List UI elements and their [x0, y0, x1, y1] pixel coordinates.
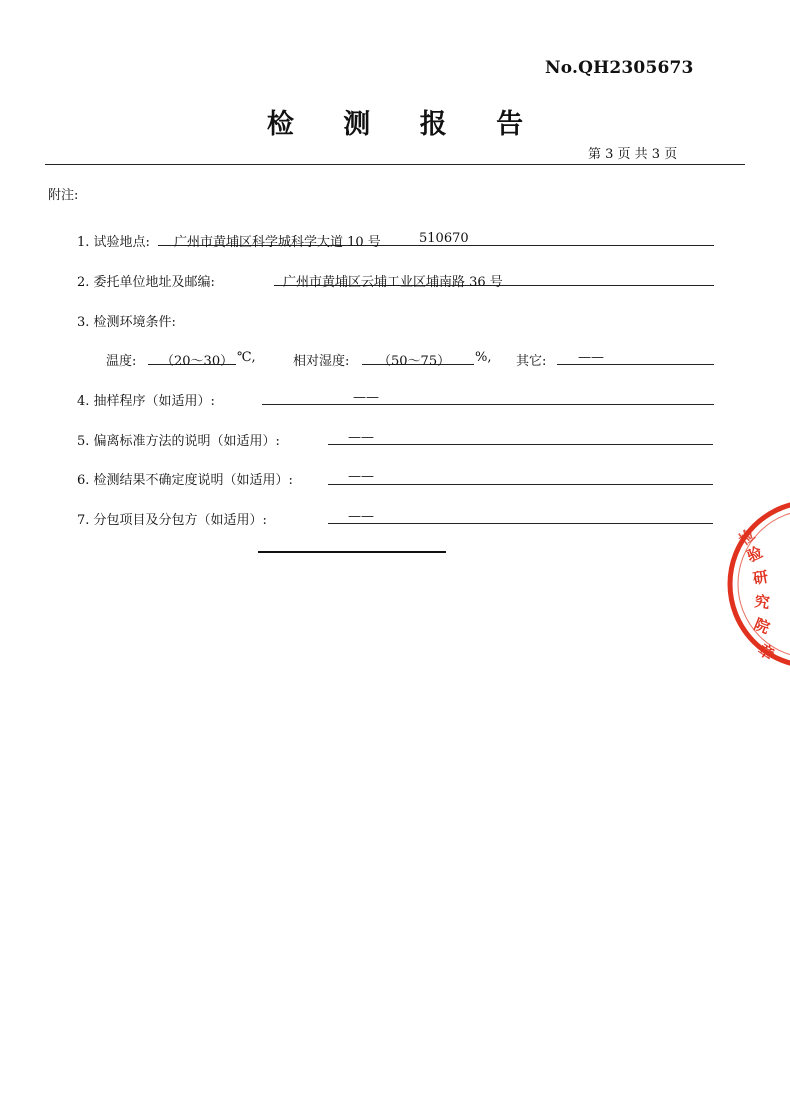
svg-text:验: 验 [744, 542, 766, 566]
item-2-label: 2. 委托单位地址及邮编: [77, 275, 215, 290]
header-divider [45, 164, 745, 165]
item-3-label: 3. 检测环境条件: [77, 315, 176, 330]
item-5-label: 5. 偏离标准方法的说明（如适用）: [77, 434, 280, 449]
notes-label: 附注: [48, 188, 79, 203]
item-7-value: —— [348, 509, 374, 524]
item-7-label: 7. 分包项目及分包方（如适用）: [77, 513, 267, 528]
item-7-underline [328, 523, 713, 524]
page-title: 检 测 报 告 [266, 109, 544, 140]
temperature-label: 温度: [106, 354, 137, 369]
item-6-underline [328, 484, 713, 485]
other-label: 其它: [516, 354, 547, 369]
report-number: No.QH2305673 [545, 58, 694, 78]
temperature-value: （20～30） [161, 354, 234, 369]
item-2-address: 广州市黄埔区云埔工业区埔南路 36 号 [283, 275, 503, 290]
item-6-value: —— [348, 469, 374, 484]
temperature-unit: ℃, [237, 350, 256, 365]
item-1-label: 1. 试验地点: [77, 235, 150, 250]
item-4-value: —— [353, 390, 379, 405]
humidity-value: （50～75） [378, 354, 451, 369]
page-indicator: 第 3 页 共 3 页 [588, 147, 678, 162]
humidity-unit: %, [475, 350, 492, 365]
svg-text:检: 检 [735, 525, 759, 550]
item-6-label: 6. 检测结果不确定度说明（如适用）: [77, 473, 293, 488]
item-5-value: —— [348, 430, 374, 445]
svg-text:究: 究 [753, 592, 771, 613]
item-1-postcode: 510670 [419, 231, 469, 246]
item-1-address: 广州市黄埔区科学城科学大道 10 号 [174, 235, 381, 250]
svg-text:章: 章 [754, 640, 778, 664]
humidity-label: 相对湿度: [293, 354, 350, 369]
item-4-underline [262, 404, 714, 405]
official-seal [700, 500, 790, 670]
end-divider [258, 551, 446, 553]
svg-text:院: 院 [751, 615, 773, 638]
item-4-label: 4. 抽样程序（如适用）: [77, 394, 215, 409]
svg-text:研: 研 [751, 567, 770, 588]
other-value: —— [578, 350, 604, 365]
item-5-underline [328, 444, 713, 445]
